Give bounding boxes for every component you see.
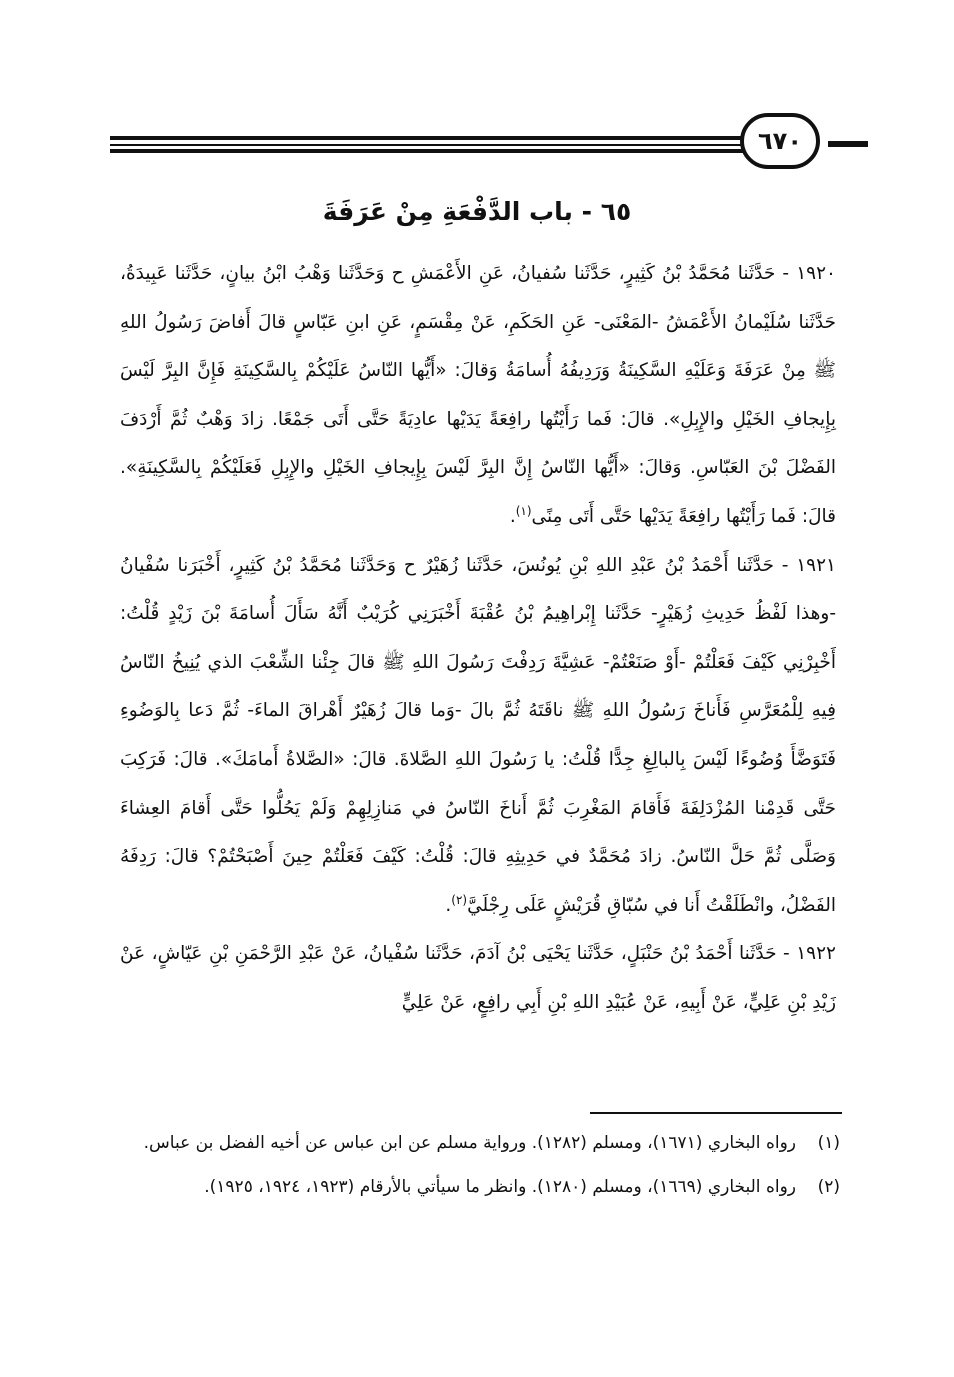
footnote-reference: (٢) — [451, 892, 468, 907]
footnotes — [120, 1124, 840, 1212]
hadith-paragraph — [120, 250, 836, 542]
footnote-number: (٢) — [817, 1177, 840, 1197]
footnote-reference: (١) — [515, 503, 532, 518]
footnote — [120, 1124, 840, 1162]
hadith-paragraph — [120, 930, 836, 1027]
footnote-text: رواه البخاري (١٦٧١)، ومسلم (١٢٨٢). ورواية مسلم عن ابن عباس عن أخيه الفضل بن عباس. — [143, 1133, 796, 1153]
header-line — [110, 136, 750, 140]
header-line — [110, 149, 750, 153]
chapter-title: ٦٥ - باب الدَّفْعَةِ مِنْ عَرَفَةَ — [322, 197, 632, 226]
footnote — [120, 1168, 840, 1206]
sentence-end: . — [509, 505, 516, 527]
footnote-separator — [590, 1112, 842, 1114]
hadith-text: ١٩٢٠ - حَدَّثَنا مُحَمَّدُ بْنُ كَثِيرٍ، حَدَّثَنا سُفيانُ، عَنِ الأَعْمَشِ ح وَحَدَّثَنا وَهْبُ ابْنُ بيانٍ، حَدَّثَنا عَبِيدَةُ، حَدَّثَنا سُلَيْمانُ الأَعْمَشُ -المَعْنَى- عَنِ الحَكَمِ، عَنْ مِقْسَمٍ، عَنِ ابنِ عَبّاسٍ قالَ أَفاضَ رَسُولُ اللهِ ﷺ مِنْ عَرَفَةَ وَعَلَيْهِ السَّكِينَةُ وَرَدِيفُهُ أُسامَةُ وَقالَ: «أَيُّها النّاسُ عَلَيْكُمْ بِالسَّكِينَةِ فَإِنَّ البِرَّ لَيْسَ بِإِيجافِ الخَيْلِ والإِبِلِ». قالَ: فَما رَأَيْتُها رافِعَةً يَدَيْها عادِيَةً حَتَّى أَتَى جَمْعًا. زادَ وَهْبٌ ثُمَّ أَرْدَفَ الفَضْلَ بْنَ العَبّاسِ. وَقالَ: «أَيُّها النّاسُ إِنَّ البِرَّ لَيْسَ بِإِيجافِ الخَيْلِ والإِبِلِ فَعَلَيْكُمْ بِالسَّكِينَةِ». قالَ: فَما رَأَيْتُها رافِعَةً يَدَيْها حَتَّى أَتَى مِنًى — [120, 263, 836, 527]
header-line-tail — [828, 141, 868, 147]
main-text — [120, 250, 836, 1028]
hadith-paragraph — [120, 542, 836, 931]
hadith-text: ١٩٢١ - حَدَّثَنا أَحْمَدُ بْنُ عَبْدِ اللهِ بْنِ يُونُسَ، حَدَّثَنا زُهَيْرٌ ح وَحَدَّثَنا مُحَمَّدُ بْنُ كَثِيرٍ، أَخْبَرَنا سُفْيانُ -وهذا لَفْظُ حَدِيثِ زُهَيْرٍ- حَدَّثَنا إِبْراهِيمُ بْنُ عُقْبَةَ أَخْبَرَنِي كُرَيْبٌ أَنَّهُ سَأَلَ أُسامَةَ بْنَ زَيْدٍ قُلْتُ: أَخْبِرْنِي كَيْفَ فَعَلْتُمْ -أَوْ صَنَعْتُمْ- عَشِيَّةَ رَدِفْتَ رَسُولَ اللهِ ﷺ قالَ جِئْنا الشِّعْبَ الذي يُنِيخُ النّاسُ فِيهِ لِلْمُعَرَّسِ فَأَناخَ رَسُولُ اللهِ ﷺ ناقَتَهُ ثُمَّ بالَ -وَما قالَ زُهَيْرٌ أَهْراقَ الماءَ- ثُمَّ دَعا بِالوَضُوءِ فَتَوَضَّأَ وُضُوءًا لَيْسَ بِالبالِغِ جِدًّا قُلْتُ: يا رَسُولَ اللهِ الصَّلاةَ. قالَ: «الصَّلاةُ أَمامَكَ». قالَ: فَرَكِبَ حَتَّى قَدِمْنا المُزْدَلِفَةَ فَأَقامَ المَغْرِبَ ثُمَّ أَناخَ النّاسُ في مَنازِلِهِمْ وَلَمْ يَحُلُّوا حَتَّى أَقامَ العِشاءَ وَصَلَّى ثُمَّ حَلَّ النّاسُ. زادَ مُحَمَّدٌ في حَدِيثِهِ قالَ: قُلْتُ: كَيْفَ فَعَلْتُمْ حِينَ أَصْبَحْتُمْ؟ قالَ: رَدِفَهُ الفَضْلُ، وانْطَلَقْتُ أَنا في سُبّاقِ قُرَيْشٍ عَلَى رِجْلَيَّ — [120, 554, 836, 916]
footnote-number: (١) — [817, 1133, 840, 1153]
sentence-end: . — [445, 894, 452, 916]
header-line — [110, 144, 750, 146]
page-number: ٦٧٠ — [740, 113, 820, 169]
footnote-text: رواه البخاري (١٦٦٩)، ومسلم (١٢٨٠). وانظر ما سيأتي بالأرقام (١٩٢٣، ١٩٢٤، ١٩٢٥). — [204, 1177, 796, 1197]
hadith-text: ١٩٢٢ - حَدَّثَنا أَحْمَدُ بْنُ حَنْبَلٍ، حَدَّثَنا يَحْيَى بْنُ آدَمَ، حَدَّثَنا سُفْيانُ، عَنْ عَبْدِ الرَّحْمَنِ بْنِ عَيّاشٍ، عَنْ زَيْدِ بْنِ عَلِيٍّ، عَنْ أَبِيهِ، عَنْ عُبَيْدِ اللهِ بْنِ أَبِي رافِعٍ، عَنْ عَلِيٍّ — [120, 943, 836, 1013]
